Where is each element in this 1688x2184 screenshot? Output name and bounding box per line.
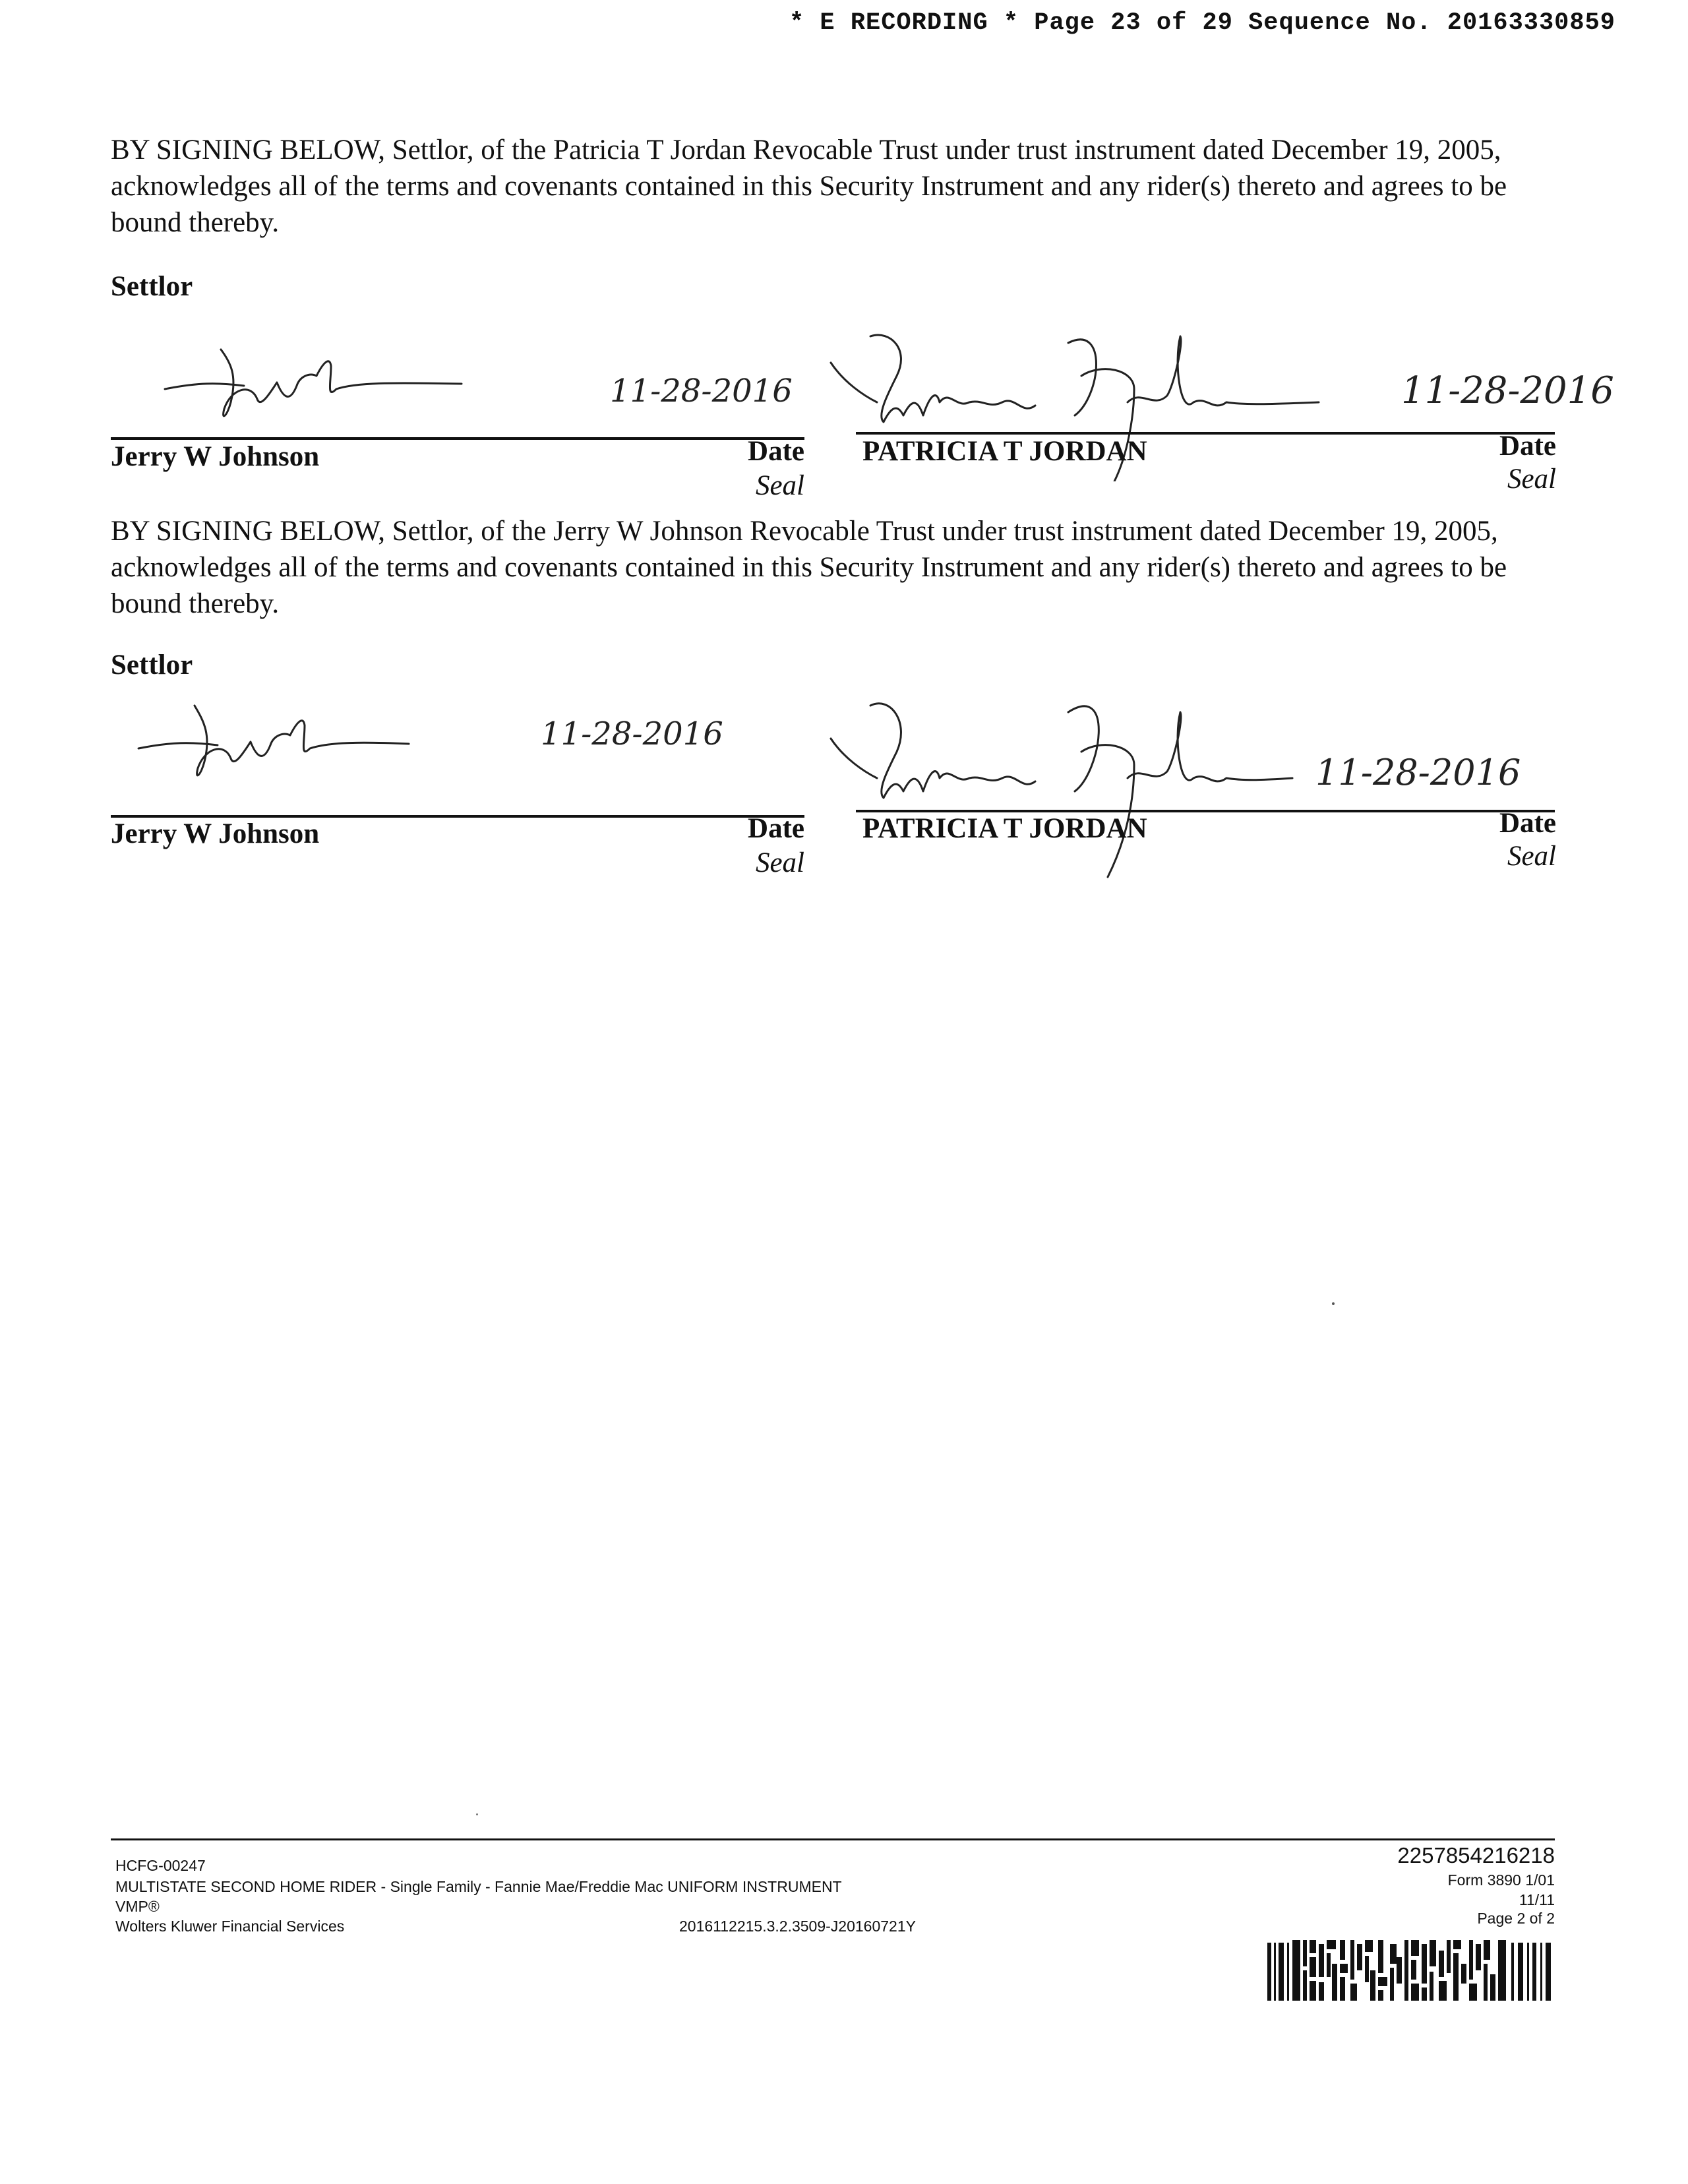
date-label-right-1: Date <box>1499 431 1556 462</box>
barcode-icon <box>1267 1937 1556 2003</box>
signer-name-left-1: Jerry W Johnson <box>111 441 320 472</box>
footer-loan-number: 2257854216218 <box>1397 1843 1555 1867</box>
handwritten-date-left-1: 11-28-2016 <box>610 373 793 410</box>
scan-speck <box>476 1813 478 1815</box>
patricia-jordan-signature-2 <box>824 686 1299 884</box>
date-label-left-1: Date <box>748 436 804 467</box>
footer-code: HCFG-00247 <box>115 1857 206 1874</box>
handwritten-date-right-1: 11-28-2016 <box>1401 369 1614 412</box>
signature-line-right-1 <box>856 432 1555 435</box>
date-label-right-2: Date <box>1499 808 1556 839</box>
seal-label-left-2: Seal <box>755 847 804 878</box>
footer-rule <box>111 1838 1555 1840</box>
signer-name-left-2: Jerry W Johnson <box>111 818 320 849</box>
seal-label-right-1: Seal <box>1507 464 1556 495</box>
settlor-label: Settlor <box>111 650 193 681</box>
acknowledgment-paragraph-2 <box>111 513 1548 622</box>
signer-name-right-1: PATRICIA T JORDAN <box>862 436 1147 467</box>
footer-form-number: Form 3890 1/01 <box>1447 1871 1555 1889</box>
footer-vmp: VMP® <box>115 1898 160 1915</box>
date-label-left-2: Date <box>748 813 804 844</box>
handwritten-date-right-2: 11-28-2016 <box>1315 752 1521 793</box>
paragraph-text: BY SIGNING BELOW, Settlor, of the Patricia T Jordan Revocable Trust under trust instrument dated December 19, 2005, acknowledges all of the terms and covenants contained in this Security Instrument and any rider(s) thereto and agrees to be bound thereby. <box>111 135 1507 238</box>
footer-publisher: Wolters Kluwer Financial Services <box>115 1918 345 1935</box>
seal-label-left-1: Seal <box>755 470 804 501</box>
signature-line-left-1 <box>111 437 804 440</box>
footer-form-title: MULTISTATE SECOND HOME RIDER - Single Family - Fannie Mae/Freddie Mac UNIFORM INSTRUMENT <box>115 1878 842 1895</box>
footer-doc-id: 2016112215.3.2.3509-J20160721Y <box>679 1918 916 1935</box>
jerry-johnson-signature-1 <box>158 336 475 435</box>
seal-label-right-2: Seal <box>1507 841 1556 872</box>
jerry-johnson-signature-2 <box>132 692 422 798</box>
footer-page: Page 2 of 2 <box>1477 1910 1555 1927</box>
paragraph-text: BY SIGNING BELOW, Settlor, of the Jerry W Johnson Revocable Trust under trust instrument dated December 19, 2005, acknowledges all of the terms and covenants contained in this Security Instrument and any rider(s) thereto and agrees to be bound thereby. <box>111 516 1507 619</box>
acknowledgment-paragraph-1 <box>111 132 1548 241</box>
settlor-label: Settlor <box>111 271 193 302</box>
handwritten-date-left-2: 11-28-2016 <box>541 715 723 752</box>
scan-speck <box>1332 1302 1335 1305</box>
signer-name-right-2: PATRICIA T JORDAN <box>862 813 1147 844</box>
recording-stamp: * E RECORDING * Page 23 of 29 Sequence No. 20163330859 <box>789 9 1615 37</box>
footer-revision: 11/11 <box>1519 1891 1555 1908</box>
